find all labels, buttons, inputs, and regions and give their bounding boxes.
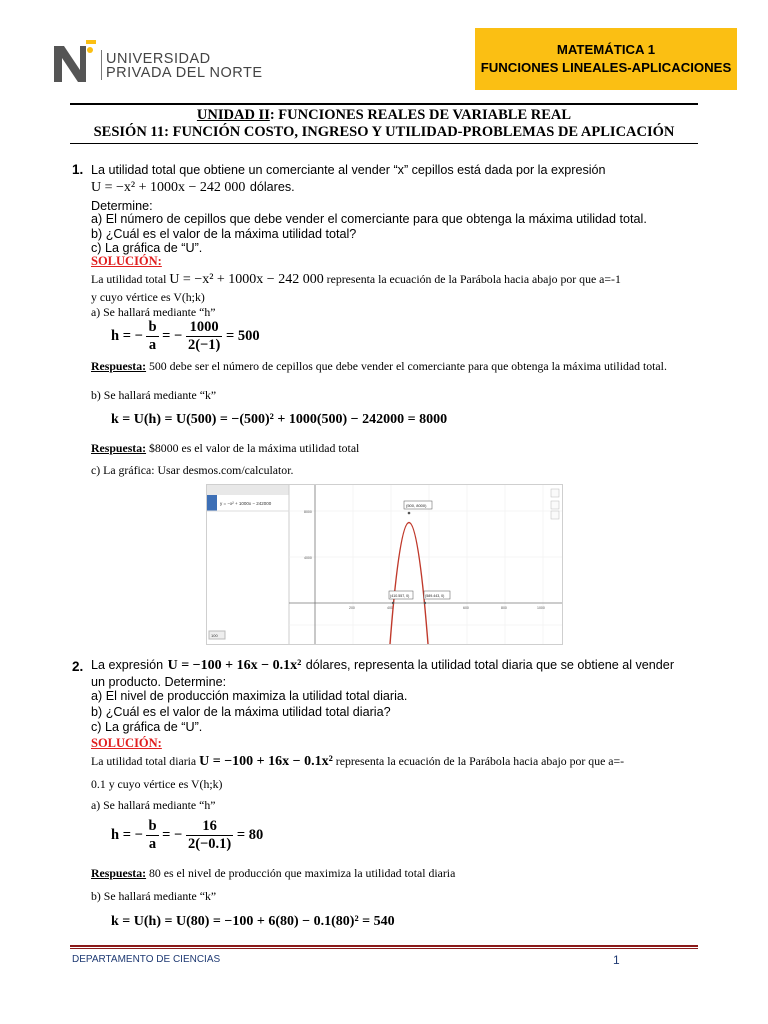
p2-sol-intro-c: 0.1 y cuyo vértice es V(h;k) [91,777,223,791]
p1-h-frac2-den: 2(−1) [187,337,221,353]
problem1-solution-intro [91,272,699,287]
p2-h-frac2-den: 2(−0.1) [187,836,232,852]
p2-b-label: b) Se hallará mediante “k” [91,889,217,903]
university-line2: PRIVADA DEL NORTE [106,65,263,81]
problem1-number: 1. [72,162,84,177]
expression-color-icon [207,495,217,511]
course-title: MATEMÁTICA 1 [556,42,656,57]
course-header-box [475,28,737,90]
root1-label: (410.557, 0) [390,594,410,598]
p2-statement-b: dólares, representa la utilidad total diaria que se obtiene al vender [305,658,675,672]
root2-point [424,602,426,604]
problem2-solution-label: SOLUCIÓN: [91,736,162,750]
parabola-curve [390,523,428,645]
zoom-out-icon[interactable] [551,511,559,519]
p1-h-frac2-num: 1000 [186,319,222,337]
y-tick-top: 8000 [304,510,312,514]
problem1-expression-line [91,178,295,196]
problem2-number: 2. [72,659,84,674]
y-tick-mid: 4000 [304,556,312,560]
expression-toolbar [207,485,289,495]
p2-sol-expr: U = −100 + 16x − 0.1x² [199,754,333,769]
problem1-statement: La utilidad total que obtiene un comerciante al vender “x” cepillos está dada por la expresión [91,163,606,177]
vertex-label: (500, 8000) [406,503,427,508]
unit-title [70,107,698,124]
unit-label: UNIDAD II [196,107,270,123]
problem2-item-a: a) El nivel de producción maximiza la utilidad total diaria. [91,689,408,703]
p2-answer-a-label: Respuesta: [91,866,147,880]
footer-rule-thick [70,945,698,947]
problem1-solution-label: SOLUCIÓN: [91,254,162,268]
p1-sol-intro-c: y cuyo vértice es V(h;k) [91,290,205,304]
p1-h-frac1-den: a [148,337,157,353]
p2-answer-a [91,866,455,881]
course-topic: FUNCIONES LINEALES-APLICACIONES [480,60,732,75]
problem1-expr-unit: dólares. [249,180,295,194]
expression-panel [207,485,289,644]
logo-divider [101,50,102,80]
university-line1: UNIVERSIDAD [106,51,211,67]
unit-rest: : FUNCIONES REALES DE VARIABLE REAL [269,107,572,123]
zoom-label: 100 [211,633,218,638]
p2-h-frac1-den: a [148,836,157,852]
session-title: SESIÓN 11: FUNCIÓN COSTO, INGRESO Y UTILIDAD-PROBLEMAS DE APLICACIÓN [93,124,675,140]
p2-h-equation [111,818,263,853]
vertex-point [408,512,411,515]
problem1-expr: U = −x² + 1000x − 242 000 [91,180,246,195]
p1-answer-b-text: $8000 es el valor de la máxima utilidad total [146,441,360,455]
university-logo-icon [50,38,98,84]
title-rule-top [70,103,698,105]
p1-answer-a-label: Respuesta: [91,359,147,373]
problem2-solution-intro [91,754,699,769]
p2-expr: U = −100 + 16x − 0.1x² [167,658,302,673]
p2-h-frac1 [146,818,158,853]
problem1-item-c: c) La gráfica de “U”. [91,241,203,255]
p2-k-equation: k = U(h) = U(80) = −100 + 6(80) − 0.1(80)² = 540 [111,914,395,929]
p1-h-mid: = − [162,327,183,344]
zoom-in-icon[interactable] [551,501,559,509]
p1-h-frac2 [186,319,222,354]
p1-sol-intro-a: La utilidad total [91,272,167,286]
p2-a-label: a) Se hallará mediante “h” [91,798,216,812]
problem1-item-a: a) El número de cepillos que debe vender el comerciante para que obtenga la máxima utilidad total. [91,212,647,226]
p2-h-lhs: h = − [111,826,143,843]
p2-h-frac2-num: 16 [186,818,233,836]
p1-k-equation: k = U(h) = U(500) = −(500)² + 1000(500) − 242000 = 8000 [111,412,448,427]
p2-h-frac2 [186,818,233,853]
x-tick-3: 600 [463,606,469,610]
problem2-item-c: c) La gráfica de “U”. [91,720,203,734]
p1-answer-a-text: 500 debe ser el número de cepillos que debe vender el comerciante para que obtenga la máxima utilidad total. [146,359,667,373]
p1-sol-intro-b: representa la ecuación de la Parábola hacia abajo por que a=-1 [326,272,621,286]
p2-statement-c: un producto. Determine: [91,675,227,689]
p1-b-label: b) Se hallará mediante “k” [91,388,217,402]
footer-rule-thin [70,948,698,949]
x-tick-5: 1000 [537,606,545,610]
p1-c-label: c) La gráfica: Usar desmos.com/calculator. [91,463,294,477]
p2-h-mid: = − [162,826,183,843]
desmos-graph-svg [207,485,562,644]
p2-h-result: = 80 [236,826,264,843]
p1-answer-b [91,441,359,456]
p2-h-frac1-num: b [148,818,157,834]
expression-text[interactable]: y = −x² + 1000x − 242000 [220,501,272,506]
university-name [106,52,263,80]
footer-page-number: 1 [613,953,620,967]
problem2-statement-line1 [91,656,699,674]
title-rule-bottom [70,143,698,144]
p1-h-result: = 500 [226,327,260,344]
root2-label: (589.443, 0) [425,594,445,598]
x-tick-1: 200 [349,606,355,610]
x-tick-4: 800 [501,606,507,610]
desmos-graph-panel [206,484,563,645]
p1-h-frac1-num: b [148,319,157,335]
root1-point [392,602,394,604]
p2-answer-a-text: 80 es el nivel de producción que maximiza la utilidad total diaria [146,866,456,880]
settings-wrench-icon[interactable] [551,489,559,497]
p1-answer-a [91,359,699,374]
p1-a-label: a) Se hallará mediante “h” [91,305,216,319]
problem2-item-b: b) ¿Cuál es el valor de la máxima utilidad total diaria? [91,705,391,719]
p2-statement-a: La expresión [91,658,164,672]
p1-h-equation [111,319,260,354]
p2-sol-intro-a: La utilidad total diaria [91,754,197,768]
x-tick-2: 400 [387,606,393,610]
p1-h-frac1 [146,319,158,354]
problem1-determine: Determine: [91,199,153,213]
p1-sol-expr: U = −x² + 1000x − 242 000 [169,272,324,287]
p1-h-lhs: h = − [111,327,143,344]
problem1-item-b: b) ¿Cuál es el valor de la máxima utilidad total? [91,227,357,241]
p1-answer-b-label: Respuesta: [91,441,147,455]
footer-department: DEPARTAMENTO DE CIENCIAS [72,954,221,965]
p2-sol-intro-b: representa la ecuación de la Parábola hacia abajo por que a=- [335,754,625,768]
